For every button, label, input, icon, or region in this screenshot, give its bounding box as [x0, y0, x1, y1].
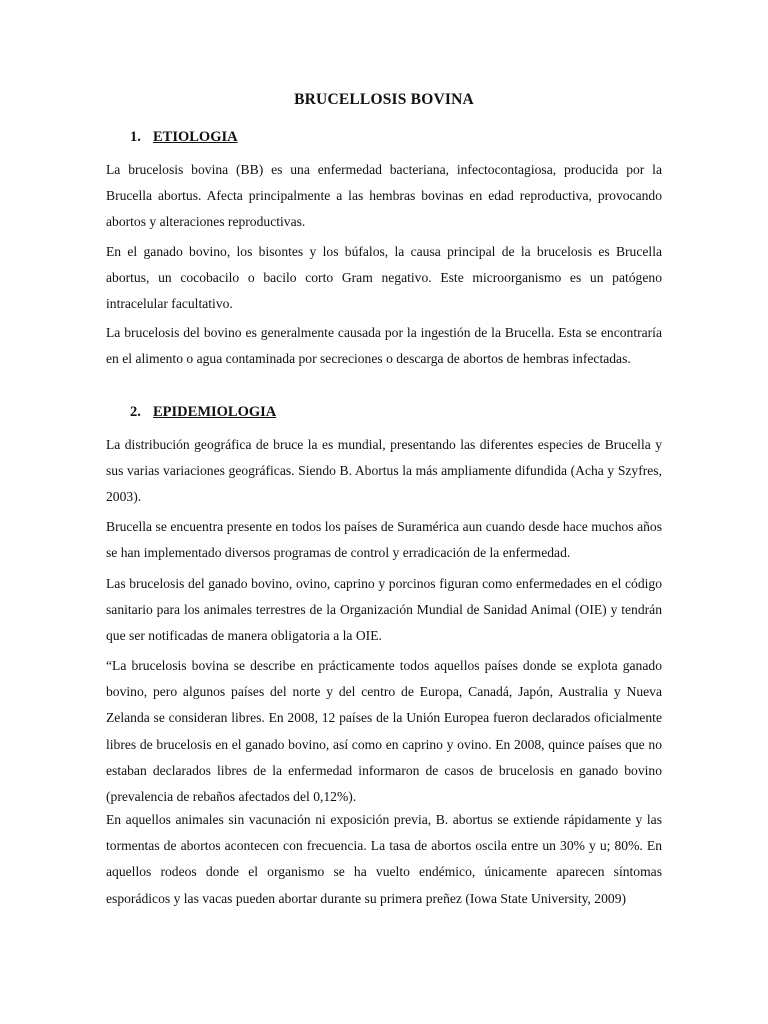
- paragraph: Las brucelosis del ganado bovino, ovino, caprino y porcinos figuran como enfermedades en el código sanitario para los animales terrestres de la Organización Mundial de Sanidad Animal (OIE) y tendrán que ser notificadas de manera obligatoria a la OIE.: [106, 576, 662, 644]
- document-title: BRUCELLOSIS BOVINA: [294, 91, 474, 108]
- paragraph: “La brucelosis bovina se describe en prácticamente todos aquellos países donde se explota ganado bovino, pero algunos países del norte y del centro de Europa, Canadá, Japón, Australia y Nueva Zelanda se consideran libres. En 2008, 12 países de la Unión Europea fueron declarados oficialmente libres de brucelosis en el ganado bovino, así como en caprino y ovino. En 2008, quince países que no estaban declarados libres de la enfermedad informaron de casos de brucelosis en ganado bovino (prevalencia de rebaños afectados del 0,12%).: [106, 658, 662, 805]
- section-heading-etiologia: [130, 129, 238, 146]
- section-heading-epidemiologia: [130, 404, 276, 421]
- paragraph: La distribución geográfica de bruce la es mundial, presentando las diferentes especies de Brucella y sus varias variaciones geográficas. Siendo B. Abortus la más ampliamente difundida (Acha y Szyfres, 2003).: [106, 437, 662, 505]
- paragraph: La brucelosis del bovino es generalmente causada por la ingestión de la Brucella. Esta se encontraría en el alimento o agua contaminada por secreciones o descarga de abortos de hembras infectadas.: [106, 325, 662, 367]
- paragraph: En el ganado bovino, los bisontes y los búfalos, la causa principal de la brucelosis es Brucella abortus, un cocobacilo o bacilo corto Gram negativo. Este microorganismo es un patógeno intracelular facultativo.: [106, 244, 662, 312]
- paragraph: La brucelosis bovina (BB) es una enfermedad bacteriana, infectocontagiosa, producida por la Brucella abortus. Afecta principalmente a las hembras bovinas en edad reproductiva, provocando abortos y alteraciones reproductivas.: [106, 162, 662, 230]
- section-number: 1.: [130, 129, 141, 145]
- section-number: 2.: [130, 404, 141, 420]
- section-title: ETIOLOGIA: [153, 129, 238, 145]
- paragraph: En aquellos animales sin vacunación ni exposición previa, B. abortus se extiende rápidamente y las tormentas de abortos acontecen con frecuencia. La tasa de abortos oscila entre un 30% y u; 80%. En aquellos rodeos donde el organismo se ha vuelto endémico, únicamente aparecen síntomas esporádicos y las vacas pueden abortar durante su primera preñez (Iowa State University, 2009): [106, 812, 662, 906]
- paragraph: Brucella se encuentra presente en todos los países de Suramérica aun cuando desde hace muchos años se han implementado diversos programas de control y erradicación de la enfermedad.: [106, 519, 662, 561]
- section-title: EPIDEMIOLOGIA: [153, 404, 277, 420]
